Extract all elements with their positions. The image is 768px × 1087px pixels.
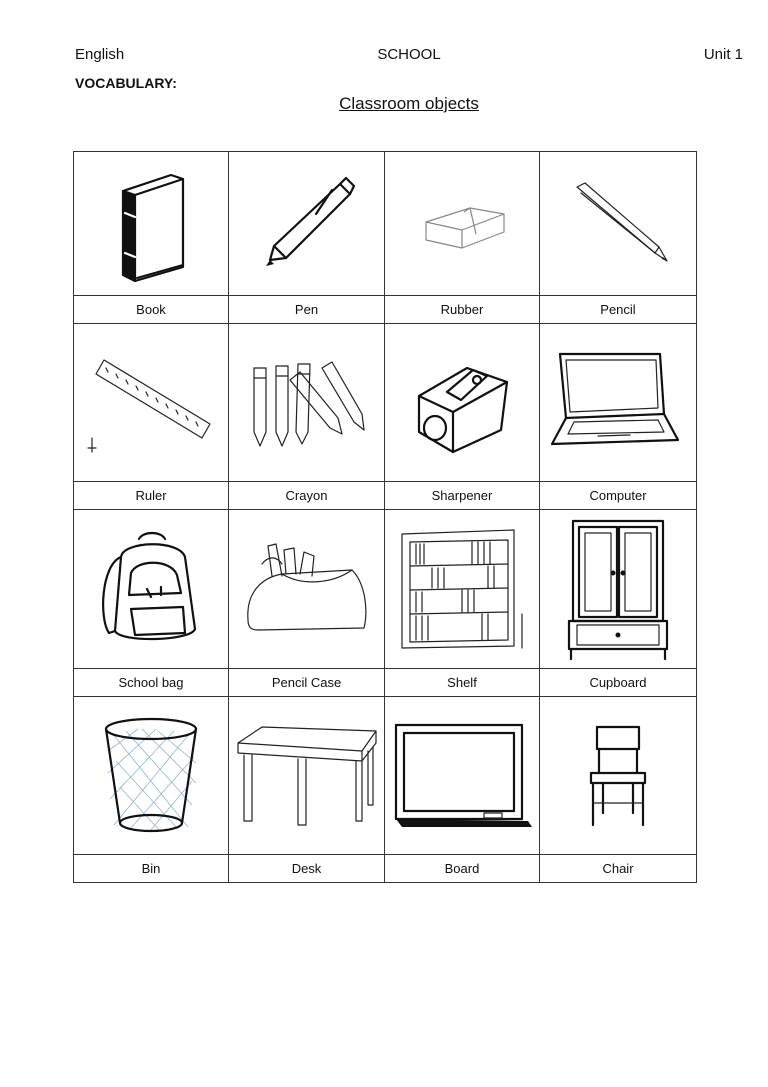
word-label: Shelf (385, 669, 540, 697)
ruler-icon (86, 348, 216, 458)
crayon-icon (242, 348, 372, 458)
picture-cell (74, 510, 229, 669)
pen-icon (252, 174, 362, 274)
computer-icon (548, 348, 688, 458)
word-label: Crayon (229, 482, 385, 510)
picture-row (74, 152, 697, 296)
word-label: Rubber (385, 296, 540, 324)
pencil-icon (563, 179, 673, 269)
unit-label: Unit 1 (703, 46, 743, 63)
pencil-case-icon (242, 534, 372, 644)
page-title: Classroom objects (339, 94, 479, 113)
book-icon (101, 161, 201, 286)
picture-cell (74, 152, 229, 296)
label-row (74, 296, 697, 324)
school-bag-icon (91, 529, 211, 649)
picture-cell (385, 152, 540, 296)
chair-icon (583, 721, 653, 831)
board-icon (392, 721, 532, 831)
word-label: Board (385, 855, 540, 883)
cupboard-icon (563, 517, 673, 662)
shelf-icon (392, 524, 532, 654)
picture-row (74, 324, 697, 482)
picture-cell (229, 510, 385, 669)
word-label: Cupboard (540, 669, 697, 697)
picture-cell (385, 510, 540, 669)
word-label: Book (74, 296, 229, 324)
word-label: Computer (540, 482, 697, 510)
word-label: Bin (74, 855, 229, 883)
picture-cell (540, 324, 697, 482)
picture-cell (229, 152, 385, 296)
word-label: Ruler (74, 482, 229, 510)
label-row (74, 855, 697, 883)
desk-icon (232, 721, 382, 831)
word-label: School bag (74, 669, 229, 697)
word-label: Chair (540, 855, 697, 883)
topic-label: SCHOOL (377, 46, 441, 63)
vocabulary-table (73, 151, 697, 883)
word-label: Pencil (540, 296, 697, 324)
subject-label: English (75, 46, 125, 63)
picture-cell (540, 152, 697, 296)
picture-cell (74, 324, 229, 482)
word-label: Desk (229, 855, 385, 883)
picture-cell (540, 510, 697, 669)
word-label: Pen (229, 296, 385, 324)
word-label: Sharpener (385, 482, 540, 510)
picture-row (74, 510, 697, 669)
picture-cell (385, 324, 540, 482)
picture-cell (229, 697, 385, 855)
picture-cell (74, 697, 229, 855)
label-row (74, 669, 697, 697)
bin-icon (96, 711, 206, 841)
label-row (74, 482, 697, 510)
word-label: Pencil Case (229, 669, 385, 697)
section-label: VOCABULARY: (75, 75, 177, 91)
picture-cell (385, 697, 540, 855)
picture-cell (540, 697, 697, 855)
rubber-icon (412, 184, 512, 264)
sharpener-icon (407, 348, 517, 458)
picture-row (74, 697, 697, 855)
picture-cell (229, 324, 385, 482)
